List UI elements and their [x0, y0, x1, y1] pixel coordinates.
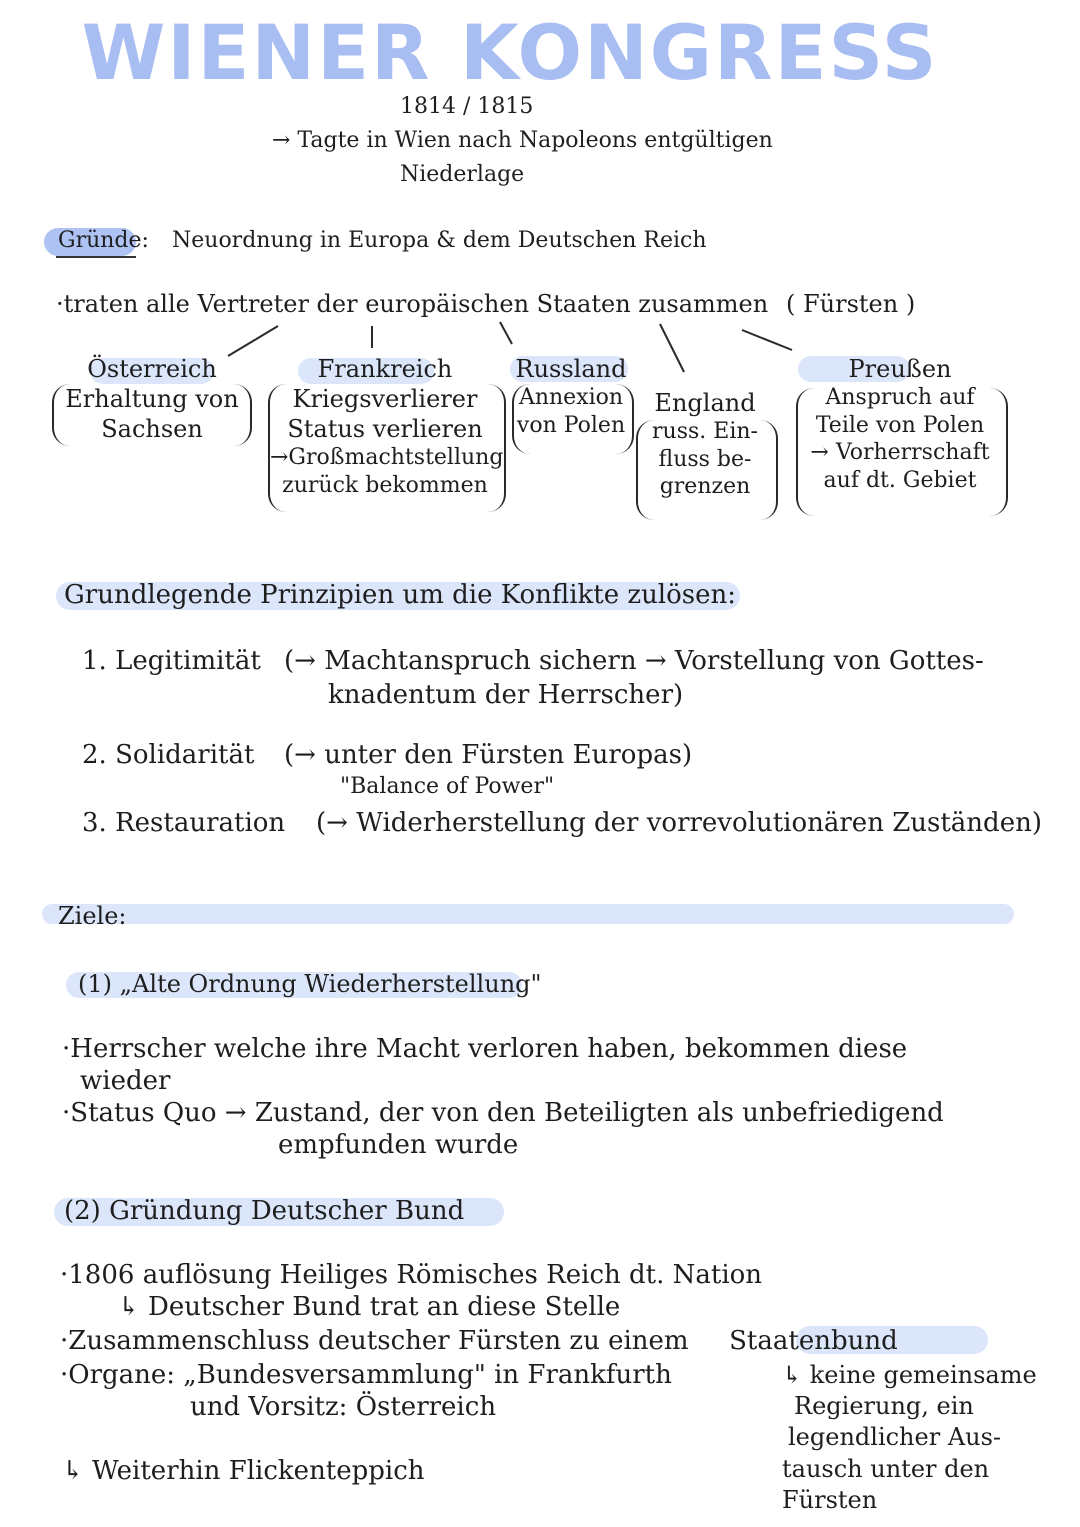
years: 1814 / 1815 — [400, 94, 534, 119]
oesterreich-line-2: Sachsen — [101, 415, 203, 443]
state-oesterreich — [52, 354, 252, 444]
frankreich-line-3: →Großmachtstellung — [270, 445, 504, 470]
page-title: WIENER KONGRESS — [81, 8, 939, 97]
preussen-line-1: Anspruch auf — [825, 385, 975, 410]
intro-line-2: Niederlage — [400, 162, 525, 187]
staatenbund-term: Staatenbund — [729, 1326, 898, 1356]
prinzipien-heading: Grundlegende Prinzipien um die Konflikte zulösen: — [64, 580, 737, 610]
russland-line-1: Annexion — [518, 385, 624, 410]
fuersten-note: ( Fürsten ) — [786, 290, 916, 318]
england-line-2: fluss be- — [658, 446, 752, 472]
ziel-2-note-line-5: Fürsten — [782, 1485, 878, 1514]
state-frankreich — [270, 354, 504, 499]
frankreich-line-4: zurück bekommen — [282, 472, 488, 498]
ziel-2-bullet-1-line-2: ↳ Deutscher Bund trat an diese Stelle — [118, 1292, 621, 1322]
principle-1-line-1: (→ Machtanspruch sichern → Vorstellung von Gottes- — [284, 646, 984, 676]
principle-2-line-2: "Balance of Power" — [340, 774, 555, 799]
frankreich-line-1: Kriegsverlierer — [292, 385, 478, 413]
ziel-2-note-line-4: tausch unter den — [782, 1454, 990, 1483]
ziele-highlight — [42, 904, 1014, 924]
russland-name: Russland — [515, 355, 627, 383]
frankreich-name: Frankreich — [317, 355, 453, 383]
preussen-name: Preußen — [848, 355, 952, 383]
ziel-2-bullet-3-line-2: und Vorsitz: Österreich — [190, 1392, 497, 1422]
preussen-line-3: → Vorherrschaft — [810, 440, 990, 465]
state-preussen — [794, 354, 1006, 494]
ziel-1-bullet-1-line-1: ·Herrscher welche ihre Macht verloren haben, bekommen diese — [62, 1034, 908, 1064]
ziel-2-bullet-1-line-1: ·1806 auflösung Heiliges Römisches Reich dt. Nation — [60, 1260, 763, 1290]
ziel-1-bullet-1-line-2: wieder — [80, 1066, 171, 1096]
ziel-2-note-line-1: ↳ keine gemeinsame — [782, 1361, 1037, 1389]
principle-3-label: 3. Restauration — [82, 808, 286, 838]
principle-1-line-2: knadentum der Herrscher) — [328, 680, 684, 710]
ziel-2-note-line-3: legendlicher Aus- — [788, 1423, 1002, 1452]
state-england — [636, 388, 774, 501]
england-line-1: russ. Ein- — [652, 419, 758, 444]
preussen-line-4: auf dt. Gebiet — [823, 467, 977, 493]
ziel-1-heading: (1) „Alte Ordnung Wiederherstellung" — [78, 970, 542, 998]
ziel-2-bullet-2 — [60, 1326, 898, 1356]
england-line-3: grenzen — [659, 474, 751, 499]
principle-1-label: 1. Legitimität — [82, 646, 261, 676]
ziel-2-conclusion: ↳ Weiterhin Flickenteppich — [62, 1456, 425, 1486]
ziel-1-bullet-2-line-1: ·Status Quo → Zustand, der von den Beteiligten als unbefriedigend — [62, 1098, 944, 1128]
gruende-line: ·traten alle Vertreter der europäischen Staaten zusammen — [56, 290, 769, 318]
intro-line-1: → Tagte in Wien nach Napoleons entgültigen — [272, 128, 773, 153]
principle-2-line-1: (→ unter den Fürsten Europas) — [284, 740, 693, 770]
ziel-1-bullet-2-line-2: empfunden wurde — [278, 1130, 519, 1160]
frankreich-line-2: Status verlieren — [287, 415, 483, 443]
russland-line-2: von Polen — [516, 412, 626, 438]
ziel-2-bullet-3-line-1: ·Organe: „Bundesversammlung" in Frankfurth — [60, 1360, 672, 1390]
gruende-text: Neuordnung in Europa & dem Deutschen Reich — [172, 228, 707, 253]
ziel-2-heading: (2) Gründung Deutscher Bund — [64, 1196, 465, 1226]
gruende-label: Gründe: — [58, 228, 149, 253]
oesterreich-name: Österreich — [87, 355, 217, 383]
preussen-line-2: Teile von Polen — [815, 412, 985, 438]
state-russland — [508, 354, 634, 439]
oesterreich-line-1: Erhaltung von — [65, 385, 239, 413]
ziel-2-bullet-2-text: ·Zusammenschluss deutscher Fürsten zu einem — [60, 1326, 689, 1356]
principle-2-label: 2. Solidarität — [82, 740, 255, 770]
ziele-label: Ziele: — [58, 902, 127, 930]
principle-3-line-1: (→ Widerherstellung der vorrevolutionären Zuständen) — [316, 808, 1042, 838]
ziel-2-note-line-2: Regierung, ein — [794, 1392, 974, 1421]
ziel-2-note — [782, 1360, 1037, 1516]
england-name: England — [654, 389, 756, 417]
